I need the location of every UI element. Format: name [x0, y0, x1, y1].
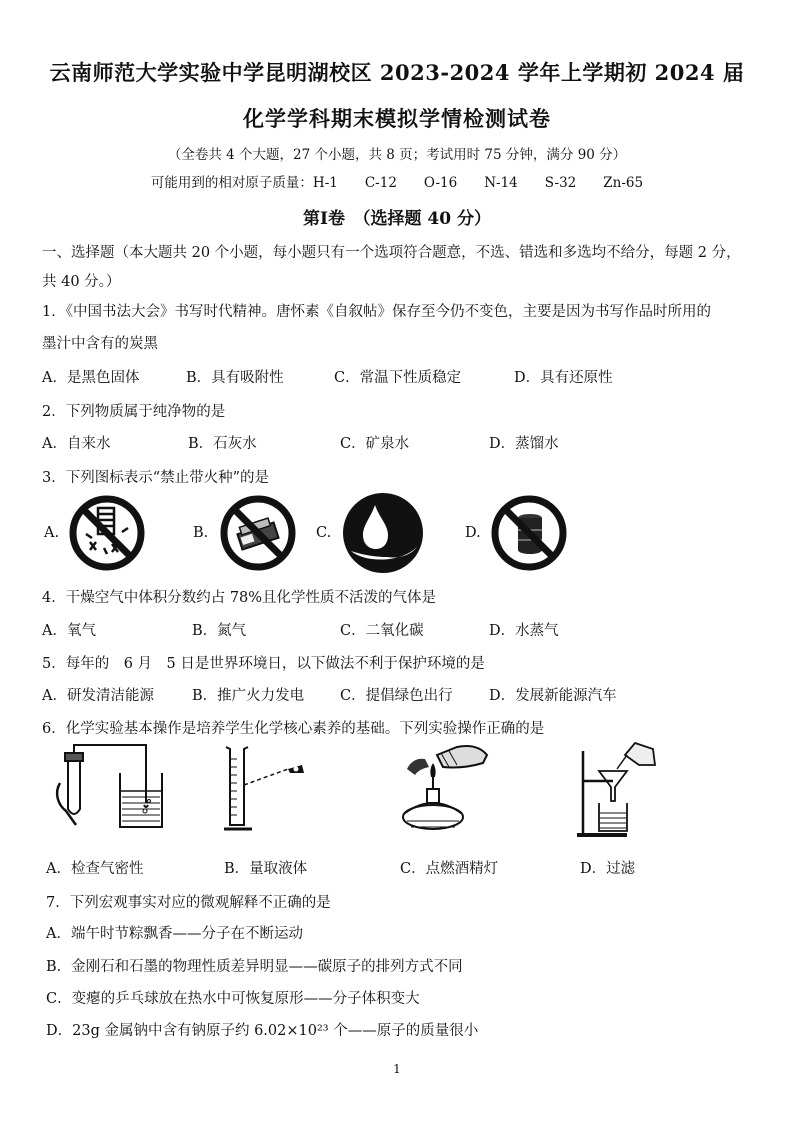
q1-option-c[interactable]: C．常温下性质稳定 [334, 370, 462, 386]
q1-option-b[interactable]: B．具有吸附性 [186, 370, 284, 386]
q7-option-a[interactable]: A．端午时节粽飘香——分子在不断运动 [46, 926, 303, 942]
q6-option-c[interactable]: C．点燃酒精灯 [400, 861, 499, 877]
q1-option-d[interactable]: D．具有还原性 [514, 370, 613, 386]
q2-option-d[interactable]: D．蒸馏水 [489, 436, 559, 452]
alcohol-lamp-illustration [397, 741, 493, 837]
q3-stem: 3．下列图标表示“禁止带火种”的是 [42, 470, 270, 486]
section-instruction-line1: 一、选择题（本大题共 20 个小题，每小题只有一个选项符合题意，不选、错选和多选均不给分，每题 2 分， [42, 245, 741, 261]
no-matches-icon[interactable] [219, 494, 297, 572]
filtration-illustration [577, 741, 661, 841]
no-fireworks-icon[interactable] [68, 494, 146, 572]
q6-option-a[interactable]: A．检查气密性 [46, 861, 144, 877]
q1-option-a[interactable]: A．是黑色固体 [42, 370, 140, 386]
q6-stem: 6．化学实验基本操作是培养学生化学核心素养的基础。下列实验操作正确的是 [42, 721, 545, 737]
airtightness-check-illustration [54, 743, 166, 835]
q2-option-c[interactable]: C．矿泉水 [340, 436, 410, 452]
q7-option-b[interactable]: B．金刚石和石墨的物理性质差异明显——碳原子的排列方式不同 [46, 959, 463, 975]
q7-option-d[interactable]: D．23g 金属钠中含有钠原子约 6.02×10²³ 个——原子的质量很小 [46, 1023, 479, 1039]
q3-option-c-label[interactable]: C. [316, 525, 332, 541]
section-instruction-line2: 共 40 分。） [42, 274, 121, 290]
q4-option-b[interactable]: B．氮气 [192, 623, 247, 639]
section-title: 第Ⅰ卷 （选择题 40 分） [303, 209, 491, 229]
atomic-masses: 可能用到的相对原子质量：H-1 C-12 O-16 N-14 S-32 Zn-65 [150, 175, 644, 191]
exam-info: （全卷共 4 个大题，27 个小题，共 8 页；考试用时 75 分钟，满分 90 分） [167, 147, 627, 163]
q1-stem-line1: 1．《中国书法大会》书写时代精神。唐怀素《自叙帖》保存至今仍不变色，主要是因为书写作品时所用的 [42, 304, 711, 320]
q3-option-a-label[interactable]: A. [44, 525, 60, 541]
q6-option-d[interactable]: D．过滤 [580, 861, 636, 877]
q4-stem: 4．干燥空气中体积分数约占 78%且化学性质不活泼的气体是 [42, 590, 437, 606]
q5-option-c[interactable]: C．提倡绿色出行 [340, 688, 453, 704]
measuring-cylinder-illustration [222, 743, 312, 837]
q5-option-b[interactable]: B．推广火力发电 [192, 688, 305, 704]
q5-stem: 5．每年的 6 月 5 日是世界环境日，以下做法不利于保护环境的是 [42, 656, 485, 672]
q7-option-c[interactable]: C．变瘪的乒乓球放在热水中可恢复原形——分子体积变大 [46, 991, 420, 1007]
q2-option-a[interactable]: A．自来水 [42, 436, 111, 452]
exam-title-line1: 云南师范大学实验中学昆明湖校区 2023-2024 学年上学期初 2024 届 [49, 60, 745, 85]
q3-option-b-label[interactable]: B. [193, 525, 209, 541]
q5-option-d[interactable]: D．发展新能源汽车 [489, 688, 617, 704]
exam-title-line2: 化学学科期末模拟学情检测试卷 [243, 106, 551, 131]
page-number: 1 [393, 1062, 401, 1076]
q2-option-b[interactable]: B．石灰水 [188, 436, 257, 452]
q3-option-d-label[interactable]: D. [465, 525, 481, 541]
water-saving-icon[interactable] [341, 491, 425, 575]
q7-stem: 7．下列宏观事实对应的微观解释不正确的是 [46, 895, 331, 911]
q5-option-a[interactable]: A．研发清洁能源 [42, 688, 154, 704]
q2-stem: 2．下列物质属于纯净物的是 [42, 404, 226, 420]
q4-option-d[interactable]: D．水蒸气 [489, 623, 559, 639]
q1-stem-line2: 墨汁中含有的炭黑 [42, 336, 158, 352]
q4-option-a[interactable]: A．氧气 [42, 623, 96, 639]
no-oil-barrel-icon[interactable] [490, 494, 568, 572]
q4-option-c[interactable]: C．二氧化碳 [340, 623, 424, 639]
q6-option-b[interactable]: B．量取液体 [224, 861, 308, 877]
